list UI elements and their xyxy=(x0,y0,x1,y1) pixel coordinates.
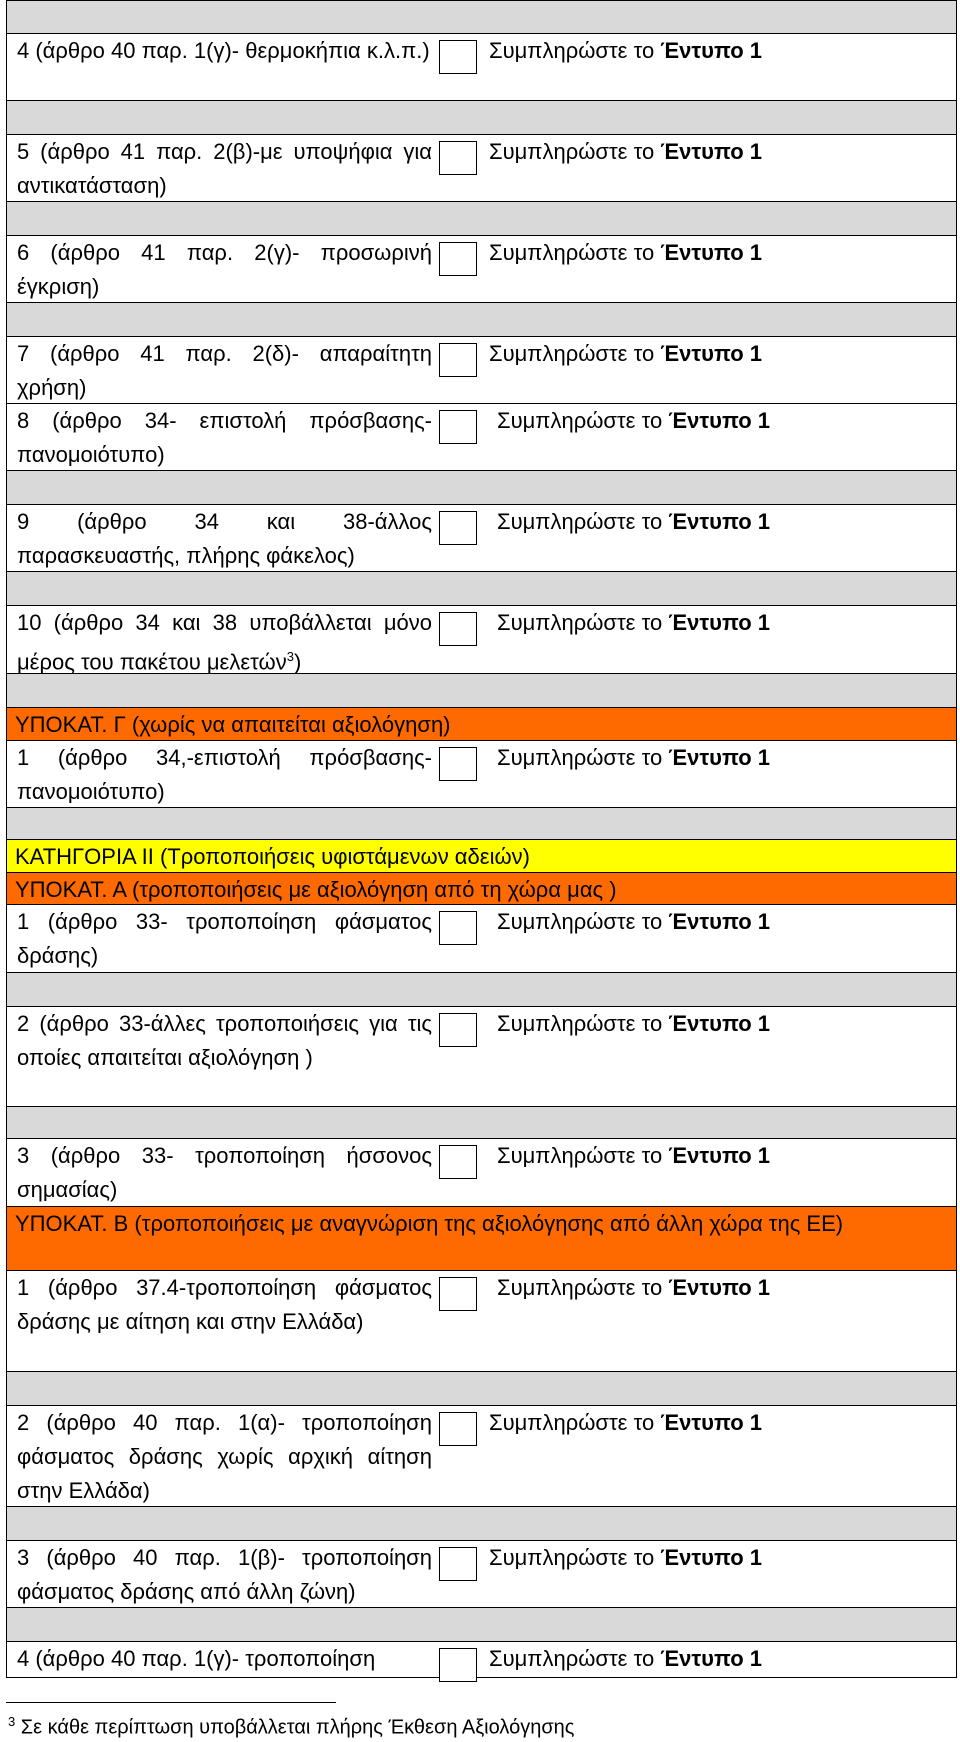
form-item-row xyxy=(6,404,957,471)
fill-instruction xyxy=(489,1642,762,1676)
form-reference: Έντυπο 1 xyxy=(668,610,770,635)
form-reference: Έντυπο 1 xyxy=(668,1275,770,1300)
item-label xyxy=(17,905,432,973)
form-item-row xyxy=(6,606,957,674)
spacer-row xyxy=(6,973,957,1007)
item-label-text: 2 (άρθρο 33-άλλες τροποποιήσεις για τις οποίες απαιτείται αξιολόγηση ) xyxy=(17,1011,432,1070)
spacer-row xyxy=(6,202,957,236)
fill-instruction xyxy=(489,135,762,169)
selection-checkbox[interactable] xyxy=(439,141,477,175)
selection-checkbox[interactable] xyxy=(439,242,477,276)
fill-instruction xyxy=(497,404,770,438)
selection-checkbox[interactable] xyxy=(439,511,477,545)
fill-instruction-prefix: Συμπληρώστε το xyxy=(489,139,655,164)
form-reference: Έντυπο 1 xyxy=(668,909,770,934)
form-reference: Έντυπο 1 xyxy=(660,1545,762,1570)
form-reference: Έντυπο 1 xyxy=(660,1646,762,1671)
form-item-row xyxy=(6,1007,957,1107)
item-label-text: 4 (άρθρο 40 παρ. 1(γ)- τροποποίηση xyxy=(17,1646,376,1671)
selection-checkbox[interactable] xyxy=(439,1648,477,1682)
form-reference: Έντυπο 1 xyxy=(660,139,762,164)
fill-instruction xyxy=(489,1406,762,1440)
item-label xyxy=(17,1271,432,1339)
item-label xyxy=(17,1406,432,1508)
spacer-row xyxy=(6,674,957,708)
footnote-text: Σε κάθε περίπτωση υποβάλλεται πλήρης Έκθεση Αξιολόγησης xyxy=(20,1716,575,1739)
fill-instruction-prefix: Συμπληρώστε το xyxy=(489,1646,655,1671)
fill-instruction xyxy=(497,1007,770,1041)
item-label-text: 2 (άρθρο 40 παρ. 1(α)- τροποποίηση φάσματος δράσης χωρίς αρχική αίτηση στην Ελλάδα) xyxy=(17,1410,432,1503)
form-reference: Έντυπο 1 xyxy=(668,1011,770,1036)
spacer-row xyxy=(6,1372,957,1406)
fill-instruction-prefix: Συμπληρώστε το xyxy=(489,240,655,265)
footnote-mark: 3 xyxy=(8,1714,16,1729)
section-title: ΚΑΤΗΓΟΡΙΑ ΙΙ (Τροποποιήσεις υφιστάμενων αδειών) xyxy=(15,844,530,869)
fill-instruction xyxy=(497,1139,770,1173)
form-table xyxy=(6,0,957,1678)
form-reference: Έντυπο 1 xyxy=(668,1143,770,1168)
item-label-text: 3 (άρθρο 33- τροποποίηση ήσσονος σημασίας) xyxy=(17,1143,432,1202)
spacer-row xyxy=(6,0,957,34)
fill-instruction-prefix: Συμπληρώστε το xyxy=(489,38,655,63)
fill-instruction-prefix: Συμπληρώστε το xyxy=(497,745,663,770)
fill-instruction xyxy=(489,1541,762,1575)
item-label xyxy=(17,505,432,573)
form-reference: Έντυπο 1 xyxy=(660,38,762,63)
item-label xyxy=(17,404,432,472)
spacer-row xyxy=(6,101,957,135)
item-label-text: 1 (άρθρο 37.4-τροποποίηση φάσματος δράσης με αίτηση και στην Ελλάδα) xyxy=(17,1275,432,1334)
form-item-row xyxy=(6,337,957,404)
item-label xyxy=(17,1642,432,1676)
form-reference: Έντυπο 1 xyxy=(668,745,770,770)
form-item-row xyxy=(6,34,957,101)
item-label-text: 5 (άρθρο 41 παρ. 2(β)-με υποψήφια για αντικατάσταση) xyxy=(17,139,432,198)
item-label-text: 3 (άρθρο 40 παρ. 1(β)- τροποποίηση φάσματος δράσης από άλλη ζώνη) xyxy=(17,1545,432,1604)
selection-checkbox[interactable] xyxy=(439,911,477,945)
item-label-text: 7 (άρθρο 41 παρ. 2(δ)- απαραίτητη χρήση) xyxy=(17,341,432,400)
section-title: ΥΠΟΚΑΤ. Α (τροποποιήσεις με αξιολόγηση από τη χώρα μας ) xyxy=(15,877,617,902)
spacer-row xyxy=(6,572,957,606)
selection-checkbox[interactable] xyxy=(439,747,477,781)
form-reference: Έντυπο 1 xyxy=(668,509,770,534)
form-item-row xyxy=(6,1642,957,1678)
spacer-row xyxy=(6,808,957,840)
fill-instruction xyxy=(497,905,770,939)
fill-instruction xyxy=(497,741,770,775)
spacer-row xyxy=(6,471,957,505)
subcategory-header xyxy=(6,1207,957,1271)
item-label-text: 6 (άρθρο 41 παρ. 2(γ)- προσωρινή έγκριση) xyxy=(17,240,432,299)
item-label xyxy=(17,1007,432,1075)
selection-checkbox[interactable] xyxy=(439,1412,477,1446)
item-label-end: ) xyxy=(293,649,302,675)
fill-instruction xyxy=(489,337,762,371)
form-reference: Έντυπο 1 xyxy=(660,341,762,366)
selection-checkbox[interactable] xyxy=(439,343,477,377)
footnote-rule xyxy=(6,1702,336,1703)
fill-instruction-prefix: Συμπληρώστε το xyxy=(489,341,655,366)
form-item-row xyxy=(6,505,957,572)
spacer-row xyxy=(6,303,957,337)
form-item-row xyxy=(6,1139,957,1207)
form-item-row xyxy=(6,1271,957,1372)
fill-instruction xyxy=(497,1271,770,1305)
selection-checkbox[interactable] xyxy=(439,1547,477,1581)
form-item-row xyxy=(6,135,957,202)
subcategory-header xyxy=(6,708,957,741)
form-item-row xyxy=(6,1541,957,1608)
fill-instruction-prefix: Συμπληρώστε το xyxy=(497,909,663,934)
item-label xyxy=(17,606,432,679)
spacer-row xyxy=(6,1608,957,1642)
category-header xyxy=(6,840,957,873)
item-label-text: 10 (άρθρο 34 και 38 υποβάλλεται μόνο μέρος του πακέτου μελετών xyxy=(17,610,432,675)
footnote-ref: 3 xyxy=(286,649,294,664)
form-item-row xyxy=(6,741,957,808)
subcategory-header xyxy=(6,873,957,905)
item-label-text: 8 (άρθρο 34- επιστολή πρόσβασης- πανομοιότυπο) xyxy=(17,408,432,467)
selection-checkbox[interactable] xyxy=(439,612,477,646)
item-label xyxy=(17,1541,432,1609)
spacer-row xyxy=(6,1507,957,1541)
form-reference: Έντυπο 1 xyxy=(660,240,762,265)
selection-checkbox[interactable] xyxy=(439,1013,477,1047)
item-label xyxy=(17,1139,432,1207)
item-label-text: 1 (άρθρο 33- τροποποίηση φάσματος δράσης) xyxy=(17,909,432,968)
fill-instruction xyxy=(489,34,762,68)
fill-instruction-prefix: Συμπληρώστε το xyxy=(497,1143,663,1168)
fill-instruction-prefix: Συμπληρώστε το xyxy=(497,509,663,534)
form-reference: Έντυπο 1 xyxy=(668,408,770,433)
item-label xyxy=(17,741,432,809)
fill-instruction xyxy=(497,606,770,640)
selection-checkbox[interactable] xyxy=(439,40,477,74)
fill-instruction xyxy=(497,505,770,539)
item-label xyxy=(17,135,432,203)
section-title: ΥΠΟΚΑΤ. Γ (χωρίς να απαιτείται αξιολόγηση) xyxy=(15,712,451,737)
fill-instruction xyxy=(489,236,762,270)
selection-checkbox[interactable] xyxy=(439,1277,477,1311)
selection-checkbox[interactable] xyxy=(439,410,477,444)
item-label-text: 9 (άρθρο 34 και 38-άλλος παρασκευαστής, πλήρης φάκελος) xyxy=(17,509,432,568)
form-item-row xyxy=(6,236,957,303)
selection-checkbox[interactable] xyxy=(439,1145,477,1179)
item-label xyxy=(17,236,432,304)
fill-instruction-prefix: Συμπληρώστε το xyxy=(497,408,663,433)
item-label xyxy=(17,34,432,68)
footnote xyxy=(8,1708,574,1742)
fill-instruction-prefix: Συμπληρώστε το xyxy=(497,610,663,635)
form-reference: Έντυπο 1 xyxy=(660,1410,762,1435)
spacer-row xyxy=(6,1107,957,1139)
fill-instruction-prefix: Συμπληρώστε το xyxy=(497,1275,663,1300)
item-label-text: 1 (άρθρο 34,-επιστολή πρόσβασης- πανομοιότυπο) xyxy=(17,745,432,804)
form-item-row xyxy=(6,1406,957,1507)
item-label xyxy=(17,337,432,405)
fill-instruction-prefix: Συμπληρώστε το xyxy=(489,1410,655,1435)
fill-instruction-prefix: Συμπληρώστε το xyxy=(497,1011,663,1036)
section-title: ΥΠΟΚΑΤ. Β (τροποποιήσεις με αναγνώριση της αξιολόγησης από άλλη χώρα της ΕΕ) xyxy=(15,1211,844,1236)
form-item-row xyxy=(6,905,957,973)
item-label-text: 4 (άρθρο 40 παρ. 1(γ)- θερμοκήπια κ.λ.π.) xyxy=(17,38,430,63)
fill-instruction-prefix: Συμπληρώστε το xyxy=(489,1545,655,1570)
